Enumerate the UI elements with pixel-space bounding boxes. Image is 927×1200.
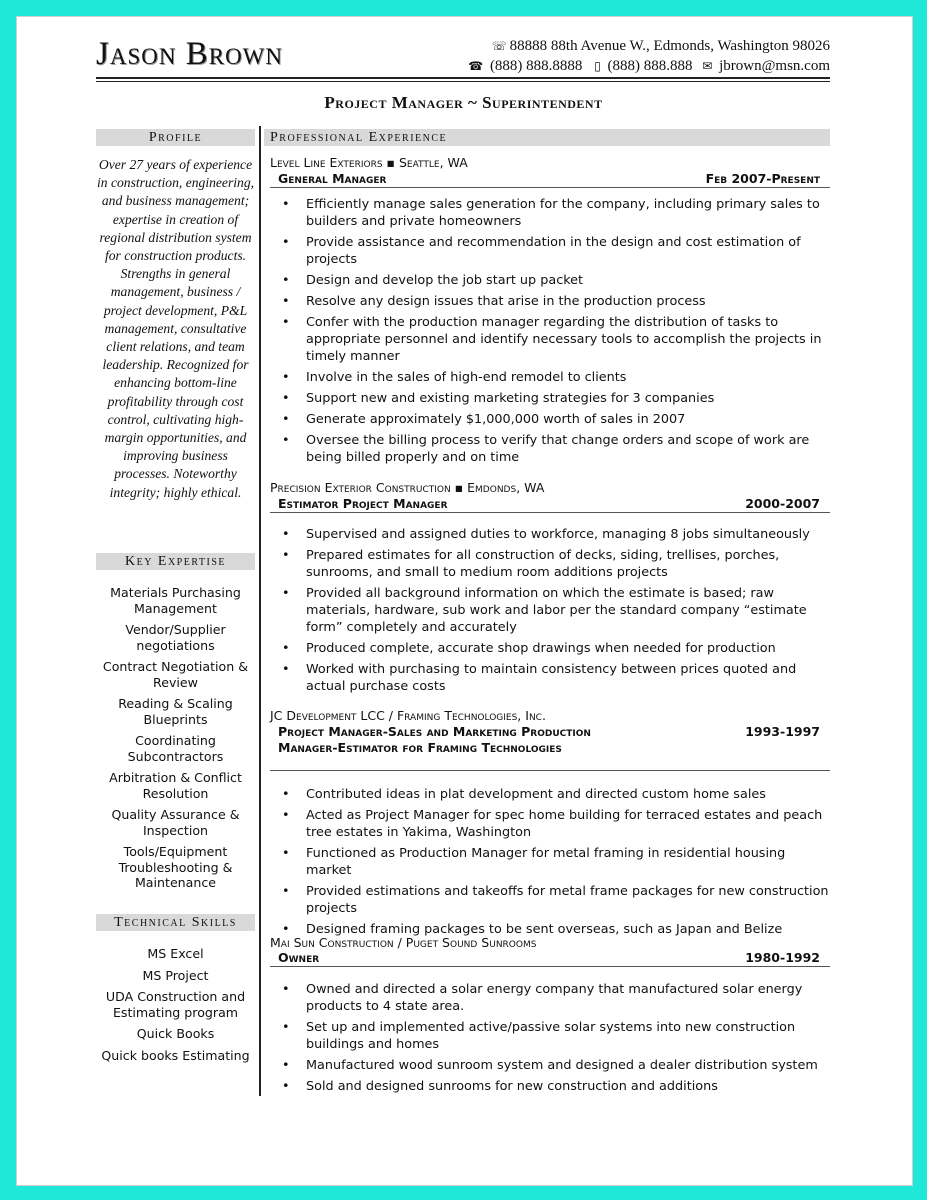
job-role-row [270, 724, 830, 771]
job-company: Mai Sun Construction / Puget Sound Sunrooms [270, 935, 537, 950]
email: jbrown@msn.com [719, 58, 830, 74]
technical-skills-heading: Technical Skills [96, 914, 255, 931]
job-bullet: • Resolve any design issues that arise in the production process [270, 293, 830, 310]
expertise-item: Coordinating Subcontractors [127, 733, 224, 764]
contact-block [468, 36, 830, 76]
phone-icon: ☎ [468, 59, 484, 73]
technical-skills-list [96, 946, 255, 1063]
job-bullet: • Supervised and assigned duties to workforce, managing 8 jobs simultaneously [270, 526, 830, 543]
job-title: Project Manager-Sales and Marketing Production Manager-Estimator for Framing Technologies [278, 724, 591, 755]
column-divider [259, 126, 261, 1096]
job-role-row [270, 496, 830, 513]
job-bullet: • Designed framing packages to be sent overseas, such as Japan and Belize [270, 921, 830, 938]
expertise-item: Materials Purchasing Management [110, 585, 241, 616]
job-tagline: Project Manager ~ Superintendent [324, 93, 603, 112]
expertise-item: Tools/Equipment Troubleshooting & Maintenance [118, 844, 233, 890]
profile-heading: Profile [96, 129, 255, 146]
job-role-row [270, 950, 830, 967]
technical-item: MS Excel [147, 946, 204, 961]
job-role-row [270, 171, 830, 188]
job-bullet: • Prepared estimates for all construction of decks, siding, trellises, porches, sunrooms, and small to medium room additions projects [270, 547, 830, 581]
job-bullet: • Sold and designed sunrooms for new construction and additions [270, 1078, 830, 1095]
address-line [468, 36, 830, 56]
job-bullet: • Confer with the production manager regarding the distribution of tasks to appropriate personnel and identify necessary tools to accomplish the projects in timely manner [270, 314, 830, 365]
expertise-item: Arbitration & Conflict Resolution [109, 770, 242, 801]
experience-heading: Professional Experience [264, 129, 830, 146]
home-fax-icon: ☏ [491, 39, 507, 53]
job-bullets [270, 526, 830, 695]
job-company: Level Line Exteriors ▪ Seattle, WA [270, 155, 468, 170]
job-bullet: • Generate approximately $1,000,000 worth of sales in 2007 [270, 411, 830, 428]
job-bullet: • Functioned as Production Manager for metal framing in residential housing market [270, 845, 830, 879]
job-bullet: • Manufactured wood sunroom system and designed a dealer distribution system [270, 1057, 830, 1074]
job-company: JC Development LCC / Framing Technologies, Inc. [270, 708, 546, 723]
expertise-item: Vendor/Supplier negotiations [125, 622, 226, 653]
job-bullet: • Involve in the sales of high-end remodel to clients [270, 369, 830, 386]
job-bullet: • Efficiently manage sales generation for the company, including primary sales to builders and private homeowners [270, 196, 830, 230]
job-bullets [270, 786, 830, 938]
technical-item: MS Project [142, 967, 209, 983]
technical-item: Quick Books [136, 1026, 215, 1041]
header-rule [96, 77, 830, 79]
header-rule-thin [96, 81, 830, 82]
key-expertise-heading: Key Expertise [96, 553, 255, 570]
key-expertise-list [96, 585, 255, 891]
job-bullet: • Oversee the billing process to verify that change orders and scope of work are being billed properly and on time [270, 432, 830, 466]
job-bullet: • Worked with purchasing to maintain consistency between prices quoted and actual purchase costs [270, 661, 830, 695]
profile-summary: Over 27 years of experience in construction, engineering, and business management; expertise in creation of regional distribution system for construction products. Strengths in general management, business / project development, P&L management, consultative client relations, and team leadership. Recognized for enhancing bottom-line profitability through cost control, cultivating high-margin opportunities, and improving business processes. Noteworthy integrity; highly ethical. [96, 157, 255, 500]
job-bullet: • Design and develop the job start up packet [270, 272, 830, 289]
job-bullet: • Set up and implemented active/passive solar systems into new construction buildings and homes [270, 1019, 830, 1053]
job-bullet: • Contributed ideas in plat development and directed custom home sales [270, 786, 830, 803]
expertise-item: Quality Assurance & Inspection [111, 807, 240, 838]
phone-secondary: (888) 888.888 [607, 58, 693, 74]
expertise-item: Reading & Scaling Blueprints [118, 696, 233, 727]
job-bullet: • Support new and existing marketing strategies for 3 companies [270, 390, 830, 407]
job-bullet: • Acted as Project Manager for spec home building for terraced estates and peach tree estates in Yakima, Washington [270, 807, 830, 841]
expertise-item: Contract Negotiation & Review [102, 659, 249, 690]
job-dates: Feb 2007-Present [705, 171, 820, 186]
job-dates: 2000-2007 [745, 496, 820, 511]
job-bullet: • Provided all background information on which the estimate is based; raw materials, hardware, sub work and labor per the standard company “estimate form” completely and accurately [270, 585, 830, 636]
job-company: Precision Exterior Construction ▪ Emdonds, WA [270, 480, 545, 495]
job-bullet: • Provided estimations and takeoffs for metal frame packages for new construction projects [270, 883, 830, 917]
email-icon: ✉ [702, 59, 713, 73]
technical-item: UDA Construction and Estimating program [105, 989, 246, 1020]
job-bullets [270, 196, 830, 466]
job-dates: 1993-1997 [745, 724, 820, 739]
mobile-icon: ▯ [594, 59, 601, 73]
phone-primary: (888) 888.8888 [489, 58, 583, 74]
candidate-name: Jason Brown [96, 36, 283, 72]
phone-line [468, 56, 830, 76]
address: 88888 88th Avenue W., Edmonds, Washington 98026 [509, 38, 830, 54]
job-title: General Manager [278, 171, 387, 186]
job-bullet: • Provide assistance and recommendation in the design and cost estimation of projects [270, 234, 830, 268]
job-title: Estimator Project Manager [278, 496, 448, 511]
technical-item: Quick books Estimating [101, 1047, 250, 1063]
job-title: Owner [278, 950, 320, 965]
job-bullet: • Owned and directed a solar energy company that manufactured solar energy products to 4 state area. [270, 981, 830, 1015]
job-bullets [270, 981, 830, 1095]
job-bullet: • Produced complete, accurate shop drawings when needed for production [270, 640, 830, 657]
job-dates: 1980-1992 [745, 950, 820, 965]
